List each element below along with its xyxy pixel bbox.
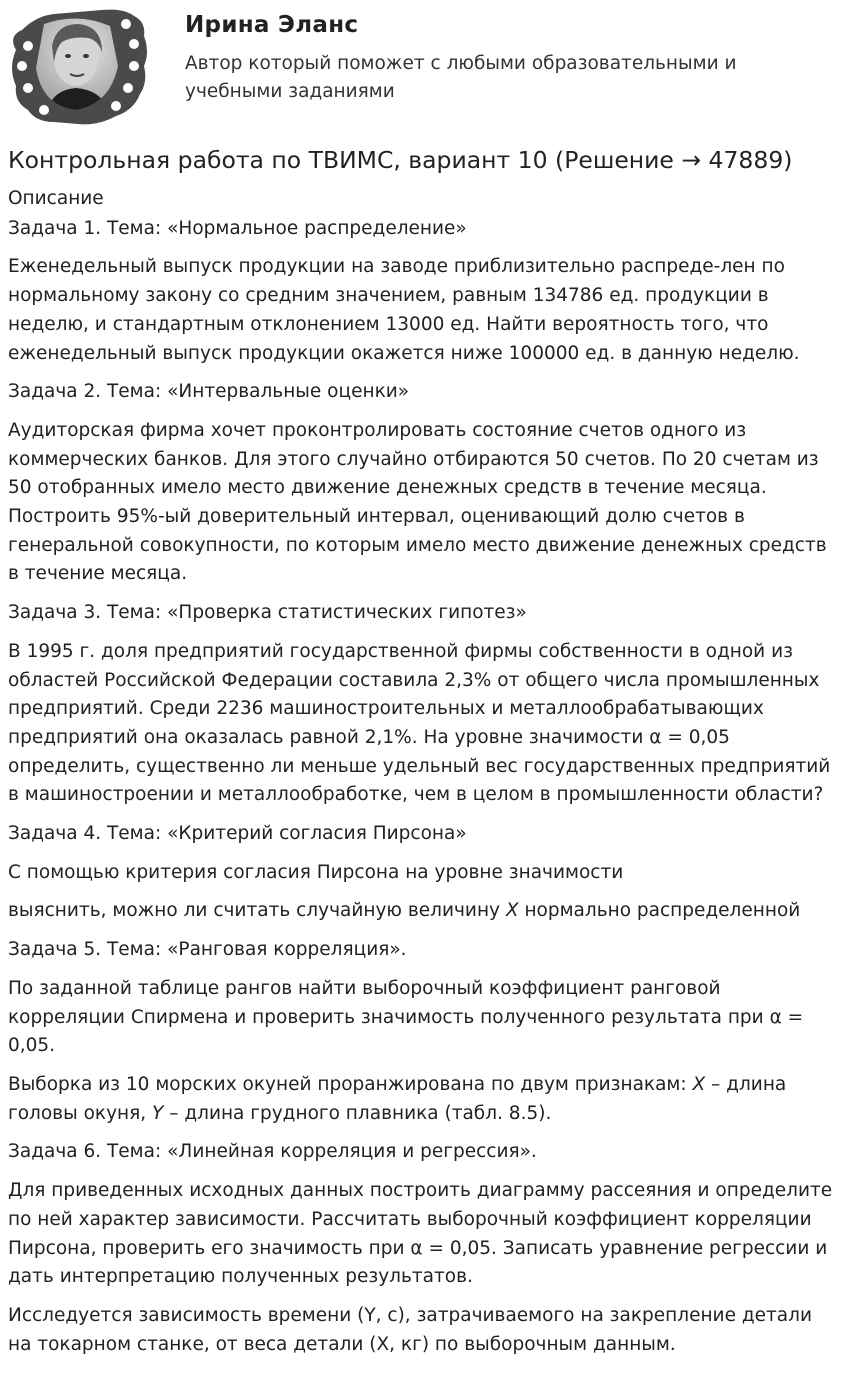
- task-4-text-2-a: выяснить, можно ли считать случайную величину: [8, 900, 506, 922]
- task-4-text-2: [8, 897, 840, 926]
- task-5-text-2-c: – длина грудного плавника (табл. 8.5).: [163, 1102, 552, 1124]
- author-avatar[interactable]: [6, 6, 152, 128]
- variable-y: Y: [152, 1102, 164, 1124]
- task-2-text: Аудиторская фирма хочет проконтролировать состояние счетов одного из коммерческих банков. Для этого случайно отбираются 50 счетов. По 20 счетам из 50 отобранных имело место движение денежных средств в течение месяца. Построить 95%-ый доверительный интервал, оценивающий долю счетов в генеральной совокупности, по которым имело место движение денежных средств в течение месяца.: [8, 419, 827, 585]
- task-4-text-2-b: нормально распределенной: [518, 900, 801, 922]
- task-1-heading: Задача 1. Тема: «Нормальное распределение»: [8, 217, 467, 239]
- author-card: [0, 0, 847, 135]
- task-6-heading: Задача 6. Тема: «Линейная корреляция и регрессия».: [8, 1141, 537, 1163]
- task-2-heading: Задача 2. Тема: «Интервальные оценки»: [8, 381, 410, 403]
- author-name[interactable]: Ирина Эланс: [185, 12, 359, 38]
- author-description: Автор который поможет с любыми образовательными и учебными заданиями: [185, 53, 737, 102]
- task-6-text-1: Для приведенных исходных данных построить диаграмму рассеяния и определите по ней характер зависимости. Рассчитать выборочный коэффициент корреляции Пирсона, проверить его значимость при α = 0,05. Записать уравнение регрессии и дать интерпретацию полученных результатов.: [8, 1180, 833, 1288]
- task-5-text-1: По заданной таблице рангов найти выборочный коэффициент ранговой корреляции Спирмена и проверить значимость полученного результата при α = 0,05.: [8, 977, 804, 1057]
- task-5-text-2-a: Выборка из 10 морских окуней проранжирована по двум признакам:: [8, 1073, 693, 1095]
- task-4-heading: Задача 4. Тема: «Критерий согласия Пирсона»: [8, 823, 467, 845]
- task-3-heading: Задача 3. Тема: «Проверка статистических гипотез»: [8, 602, 527, 624]
- variable-x: X: [692, 1073, 706, 1095]
- task-5-heading: Задача 5. Тема: «Ранговая корреляция».: [8, 939, 407, 961]
- description-label: Описание: [8, 188, 104, 209]
- document-content: [8, 185, 840, 1369]
- task-3-text: В 1995 г. доля предприятий государственной фирмы собственности в одной из областей Российской Федерации составила 2,3% от общего числа промышленных предприятий. Среди 2236 машиностроительных и металлообрабатывающих предприятий она оказалась равной 2,1%. На уровне значимости α = 0,05 определить, существенно ли меньше удельный вес государственных предприятий в машиностроении и металлообработке, чем в целом в промышленности области?: [8, 640, 831, 806]
- task-5-text-2: [8, 1071, 840, 1128]
- variable-x: X: [505, 900, 519, 922]
- task-6-text-2: Исследуется зависимость времени (Y, c), затрачиваемого на закрепление детали на токарном станке, от веса детали (X, кг) по выборочным данным.: [8, 1304, 812, 1355]
- task-4-text-1: С помощью критерия согласия Пирсона на уровне значимости: [8, 861, 624, 883]
- film-frame-avatar-image: [6, 6, 152, 128]
- task-5-text-2-b: – длина головы окуня,: [8, 1073, 787, 1124]
- page-title: Контрольная работа по ТВИМС, вариант 10 (Решение → 47889): [8, 146, 793, 174]
- task-1-text: Еженедельный выпуск продукции на заводе приблизительно распреде-лен по нормальному закону со средним значением, равным 134786 ед. продукции в неделю, и стандартным отклонением 13000 ед. Найти вероятность того, что еженедельный выпуск продукции окажется ниже 100000 ед. в данную неделю.: [8, 256, 800, 364]
